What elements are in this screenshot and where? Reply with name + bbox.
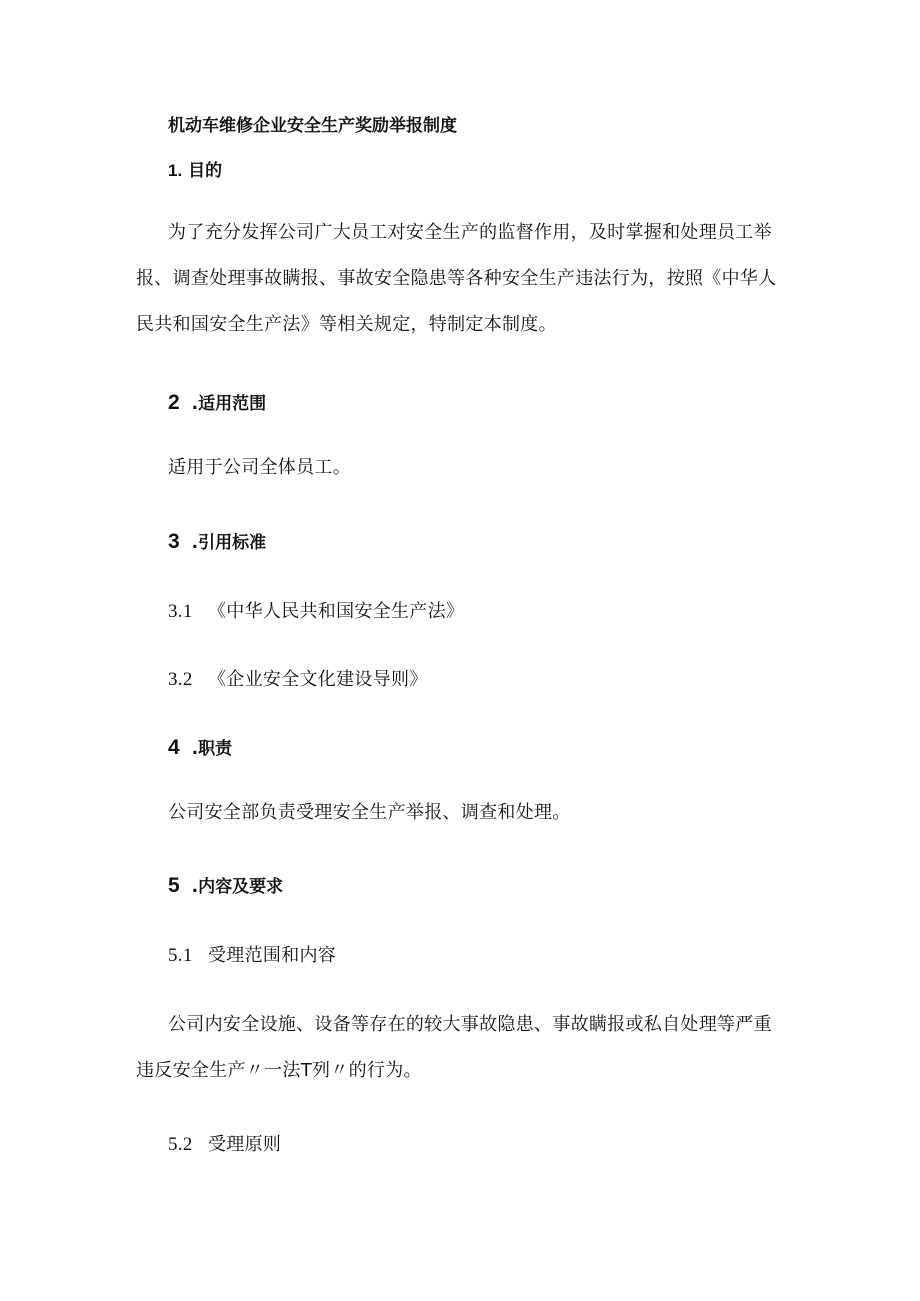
- section-1-paragraph: [136, 210, 788, 348]
- section-5-1-paragraph: [136, 1002, 788, 1094]
- section-5-2-number: 5.2: [168, 1134, 193, 1155]
- section-4-paragraph: 公司安全部负责受理安全生产举报、调查和处理。: [168, 802, 571, 823]
- section-2-title: .适用范围: [191, 394, 267, 414]
- section-3-title: .引用标准: [191, 533, 267, 553]
- section-5-1-heading: [168, 944, 336, 968]
- section-2-heading: [168, 391, 266, 416]
- section-5-1-title: 受理范围和内容: [208, 945, 337, 966]
- section-3-item-2-number: 3.2: [168, 669, 193, 690]
- section-5-1-number: 5.1: [168, 945, 193, 966]
- section-3-item-2-text: 《企业安全文化建设导则》: [208, 669, 428, 690]
- section-5-title: .内容及要求: [191, 877, 284, 897]
- section-4-heading: [168, 736, 232, 761]
- section-2-number: 2: [168, 391, 180, 414]
- section-5-2-title: 受理原则: [208, 1134, 282, 1155]
- section-4-title: .职责: [191, 739, 233, 759]
- section-5-2-heading: [168, 1133, 281, 1157]
- section-3-item-1-number: 3.1: [168, 601, 193, 622]
- section-3-item-1-text: 《中华人民共和国安全生产法》: [208, 601, 465, 622]
- section-5-1-line-2: 违反安全生产〃一法T列〃的行为。: [136, 1060, 422, 1081]
- section-5-heading: [168, 874, 283, 899]
- section-1-heading: [168, 159, 222, 183]
- section-3-item-2: [168, 668, 428, 692]
- section-1-line-2: 报、调查处理事故瞒报、事故安全隐患等各种安全生产违法行为，按照《中华人: [136, 268, 777, 289]
- section-2-paragraph: 适用于公司全体员工。: [168, 457, 351, 478]
- section-3-item-1: [168, 600, 464, 624]
- section-1-title: 目的: [188, 161, 223, 181]
- section-3-heading: [168, 530, 266, 555]
- section-4-number: 4: [168, 736, 180, 759]
- section-5-1-line-1: 公司内安全设施、设备等存在的较大事故隐患、事故瞒报或私自处理等严重: [168, 1014, 772, 1035]
- document-title: 机动车维修企业安全生产奖励举报制度: [168, 116, 457, 136]
- section-1-number: 1.: [168, 161, 183, 180]
- section-1-line-3: 民共和国安全生产法》等相关规定，特制定本制度。: [136, 314, 557, 335]
- section-5-number: 5: [168, 874, 180, 897]
- section-3-number: 3: [168, 530, 180, 553]
- section-1-line-1: 为了充分发挥公司广大员工对安全生产的监督作用，及时掌握和处理员工举: [168, 222, 772, 243]
